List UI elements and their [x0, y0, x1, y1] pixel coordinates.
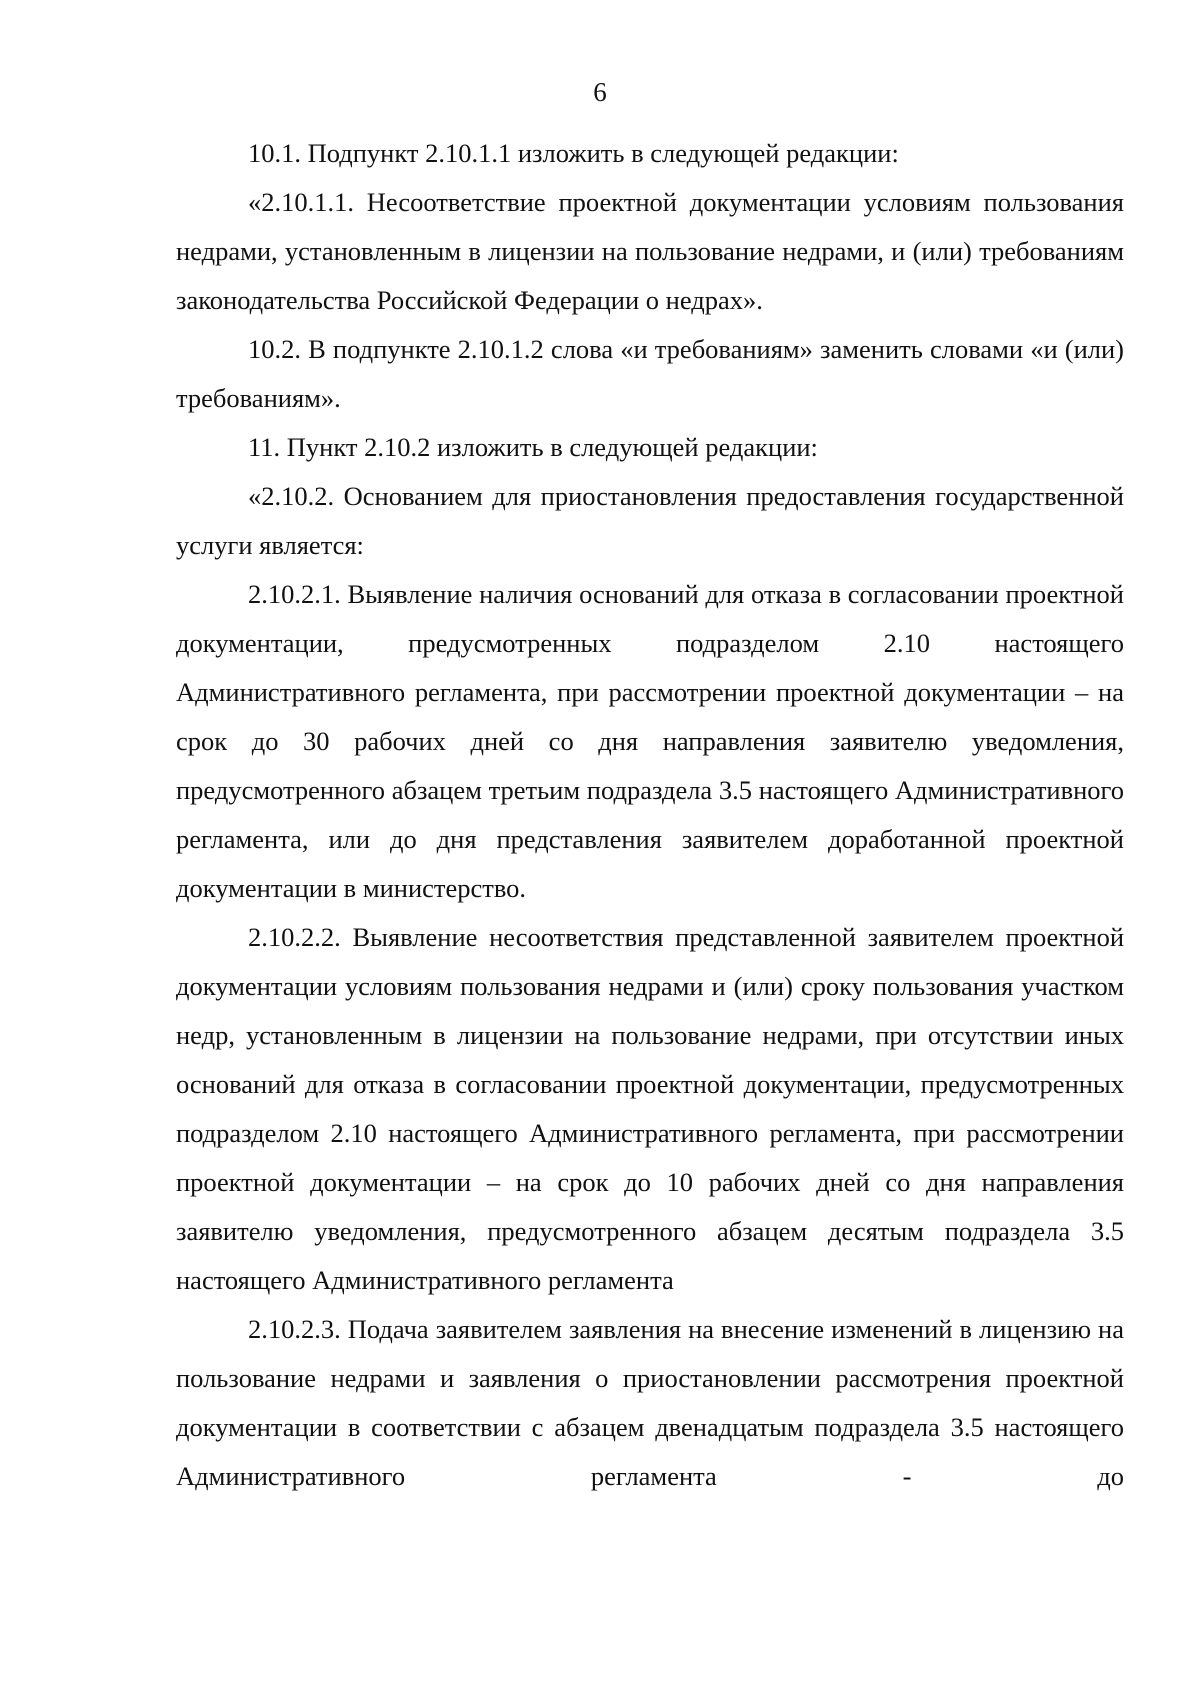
document-body	[176, 129, 1124, 1501]
paragraph-2-10-2-3: 2.10.2.3. Подача заявителем заявления на внесение изменений в лицензию на пользование недрами и заявления о приостановлении рассмотрения проектной документации в соответствии с абзацем двенадцатым подраздела 3.5 настоящего Административного регламента - до	[176, 1314, 1124, 1491]
paragraph-2-10-1-1: «2.10.1.1. Несоответствие проектной документации условиям пользования недрами, установленным в лицензии на пользование недрами, и (или) требованиям законодательства Российской Федерации о недрах».	[176, 187, 1124, 315]
paragraph-11: 11. Пункт 2.10.2 изложить в следующей редакции:	[248, 432, 818, 462]
paragraph-2-10-2: «2.10.2. Основанием для приостановления предоставления государственной услуги является:	[176, 481, 1124, 560]
page-number: 6	[593, 77, 607, 107]
paragraph-10-2: 10.2. В подпункте 2.10.1.2 слова «и требованиям» заменить словами «и (или) требованиям».	[176, 334, 1124, 413]
paragraph-2-10-2-2: 2.10.2.2. Выявление несоответствия представленной заявителем проектной документации условиям пользования недрами и (или) сроку пользования участком недр, установленным в лицензии на пользование недрами, при отсутствии иных оснований для отказа в согласовании проектной документации, предусмотренных подразделом 2.10 настоящего Административного регламента, при рассмотрении проектной документации – на срок до 10 рабочих дней со дня направления заявителю уведомления, предусмотренного абзацем десятым подраздела 3.5 настоящего Административного регламента	[176, 922, 1124, 1295]
paragraph-2-10-2-1: 2.10.2.1. Выявление наличия оснований для отказа в согласовании проектной документации, предусмотренных подразделом 2.10 настоящего Административного регламента, при рассмотрении проектной документации – на срок до 30 рабочих дней со дня направления заявителю уведомления, предусмотренного абзацем третьим подраздела 3.5 настоящего Административного регламента, или до дня представления заявителем доработанной проектной документации в министерство.	[176, 579, 1124, 903]
paragraph-10-1: 10.1. Подпункт 2.10.1.1 изложить в следующей редакции:	[248, 138, 899, 168]
